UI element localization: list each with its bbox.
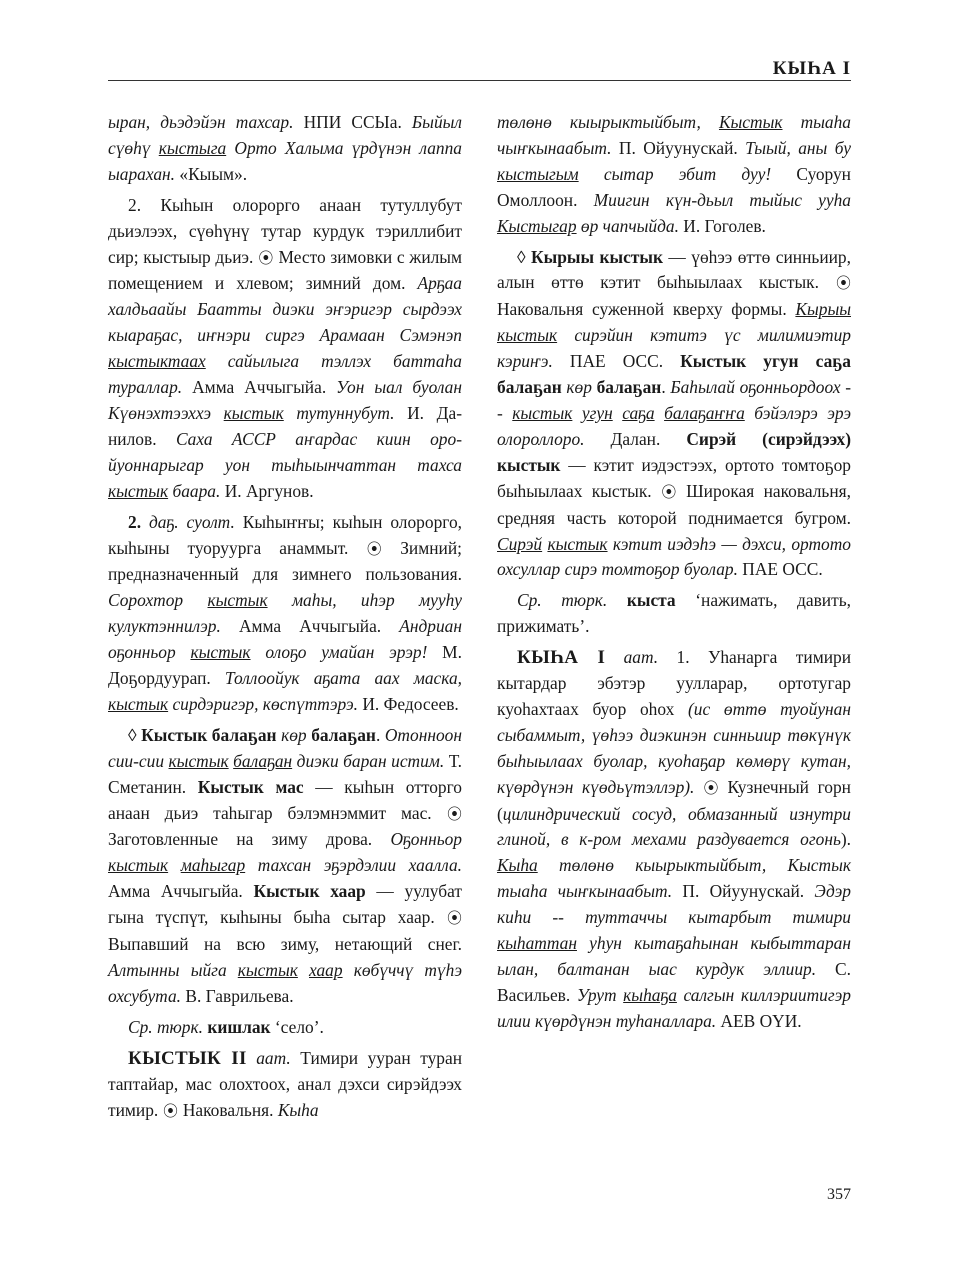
- target-icon: ⦿: [651, 482, 687, 501]
- underlined-headword: кыстык: [108, 693, 169, 714]
- text-span: М. Доҕордуурап.: [108, 642, 462, 689]
- underlined-headword: Кыһа: [497, 855, 538, 876]
- text-span: И. Гоголев.: [678, 215, 766, 236]
- underlined-headword: кыстык: [237, 960, 298, 980]
- right-paragraph-3: [497, 588, 851, 640]
- text-span: ‘село’.: [270, 1016, 324, 1037]
- text-span: Эдэр киһи -- туттаччы кытарбыт тимири: [497, 881, 851, 928]
- right-column: [497, 110, 851, 1040]
- right-paragraph-1: [497, 110, 851, 240]
- underlined-headword: кыстык: [223, 402, 284, 423]
- underlined-headword: кыстык: [547, 533, 608, 554]
- text-span: НПИ ССЫа.: [293, 112, 412, 132]
- text-span: И. Данилов.: [108, 402, 462, 449]
- text-span: Алтынны ыйга: [108, 960, 238, 980]
- underlined-headword: угун: [581, 402, 613, 423]
- text-span: [613, 403, 622, 423]
- entry-headword: КЫСТЫК II: [128, 1047, 247, 1069]
- text-span: Отонноон сии-сии: [108, 724, 462, 771]
- text-span: кэтит иэдэһэ — дэхси, ортото охсуллар сирэ томтоҕор буолар.: [497, 533, 851, 580]
- text-span: 1. Уһанарга тимири кытардар эбэтэр уулларар, ортотугар куоһахтаах буор оһох: [497, 647, 852, 719]
- text-span: — кэтит иэдэстээх, ортото томтоҕор быһыылаах кыстык.: [497, 454, 851, 501]
- underlined-headword: кыстык: [512, 402, 573, 423]
- text-span: ПАЕ ОСС.: [552, 351, 681, 372]
- text-span: [298, 960, 309, 980]
- text-span: даҕ. суолт.: [141, 511, 235, 532]
- underlined-headword: Кырыы: [795, 299, 851, 320]
- left-paragraph-1: [108, 110, 462, 188]
- text-span: өр чапчыйда.: [576, 215, 679, 236]
- text-span: Урут: [576, 984, 624, 1005]
- entry-headword: КЫҺА I: [517, 647, 606, 669]
- target-icon: ⦿: [818, 274, 851, 293]
- text-span: Тимири ууран туран таптайар, мас олохтоох, анал дэхси сирэйдээх тимир.: [108, 1047, 463, 1120]
- text-span: Орто Халыма үрдүнэн лаппа ыарахан.: [108, 137, 462, 184]
- text-span: ыран, дьэдэйэн тахсар.: [108, 112, 294, 132]
- text-span: Наковальня суженной кверху формы.: [497, 299, 787, 320]
- text-span: Андриан оҕонньор: [108, 616, 462, 663]
- target-icon: ⦿: [431, 804, 462, 823]
- text-span: көр: [561, 377, 597, 398]
- text-span: В. Гаврильева.: [181, 985, 294, 1006]
- right-paragraph-2: [497, 245, 851, 584]
- underlined-headword: кыһаҕа: [623, 984, 677, 1005]
- underlined-headword: Сирэй: [497, 533, 543, 554]
- text-span: Толлоойук аҕата аах маска,: [224, 668, 462, 689]
- text-span: аат.: [605, 647, 659, 668]
- text-span: — уулубат гына түспүт, кыһыны быһа сытар хаар.: [108, 881, 462, 928]
- text-span: тутуннубут.: [283, 402, 395, 423]
- text-span: Миигин күн-дьыл тыйыс ууһа: [593, 189, 851, 210]
- text-span: Кыһа: [273, 1099, 319, 1120]
- text-span: төлөнө кыырыктыйбыт,: [497, 112, 719, 132]
- text-span: сайылыга тэллэх баттаһа тураллар.: [108, 351, 462, 398]
- underlined-headword: кыстык: [497, 325, 558, 346]
- target-icon: ⦿: [158, 1101, 183, 1120]
- left-paragraph-2: [108, 193, 462, 505]
- text-span: уһун кытаҕаһынан кыбыттаран ылан, балтанан ыас курдук эллиир.: [497, 933, 851, 979]
- text-span: Суорун Омоллоон.: [497, 163, 851, 210]
- text-span: салгын киллэриитигэр илии күөрдүнэн туһаналлара.: [497, 984, 851, 1031]
- text-span: диэки баран истим.: [292, 750, 445, 771]
- text-span: Амма Аччыгыйа.: [220, 616, 400, 637]
- underlined-headword: хаар: [309, 960, 343, 980]
- sense-number: 2.: [128, 511, 142, 532]
- text-span: Широкая наковальня, средняя часть которой поднимается бугром.: [497, 480, 851, 528]
- text-span: «Кыым».: [175, 163, 248, 184]
- underlined-headword: кыстыга: [158, 137, 227, 158]
- page-number: 357: [827, 1186, 851, 1203]
- phrase-headword: балаҕан: [311, 724, 376, 745]
- text-span: аат.: [246, 1047, 291, 1068]
- text-span: .: [375, 724, 385, 745]
- underlined-headword: Кыстык: [718, 112, 783, 132]
- header-rule: [108, 80, 851, 81]
- text-span: Арҕаа халдьаайы Баатты диэки эҥэригэр сырдээх кыараҕас, иҥнэри сиргэ Арамаан Сэмэнэп: [108, 273, 462, 346]
- underlined-headword: кыһаттан: [497, 933, 577, 954]
- text-span: сирэйин кэтитэ үс милимиэтир кэриҥэ.: [497, 325, 851, 372]
- text-span: Кыһыҥҥы; кыһын олорорго, кыһыны туоруурга анаммыт.: [108, 511, 463, 558]
- text-span: көр: [276, 724, 312, 745]
- text-span: ).: [840, 829, 851, 850]
- text-span: Баһылай оҕонньордоох --: [497, 377, 851, 423]
- underlined-headword: кыстыктаах: [108, 351, 206, 372]
- phrase-headword: Кырыы кыстык: [531, 246, 663, 267]
- left-paragraph-3: [108, 510, 462, 718]
- text-span: төлөнө кыырыктыйбыт, Кыстык тыаһа чыҥкынаабыт.: [497, 855, 851, 902]
- text-span: Наковальня.: [182, 1099, 274, 1120]
- underlined-headword: кыстык: [108, 480, 169, 501]
- underlined-headword: кыстык: [190, 642, 251, 663]
- text-span: Оҕонньор: [372, 829, 462, 850]
- target-icon: ⦿: [348, 539, 401, 558]
- text-span: 2. Кыһын олорорго анаан тутуллубут дьиэлээх, сүөһүнү тутар курдук тэриллибит сир; кыстыыр дьиэ.: [108, 194, 462, 267]
- text-span: Далан.: [584, 428, 687, 449]
- etymon: кыста: [626, 590, 676, 611]
- etymon: кишлак: [207, 1016, 271, 1037]
- text-span: Выпавший на всю зиму, нетающий снег.: [108, 934, 462, 955]
- target-icon: ⦿: [434, 909, 462, 928]
- underlined-headword: кыстык: [207, 590, 268, 611]
- text-span: Заготовленные на зиму дрова.: [108, 829, 373, 850]
- underlined-headword: балаҕан: [233, 750, 293, 771]
- text-span: Ср. тюрк.: [517, 590, 627, 611]
- underlined-headword: балаҕаҥҥа: [664, 402, 745, 423]
- text-span: П. Ойуунускай.: [672, 881, 815, 902]
- text-span: И. Федосеев.: [358, 693, 459, 714]
- text-span: [572, 403, 581, 423]
- underlined-headword: кыстык: [168, 750, 229, 771]
- text-span: Амма Аччыгыйа.: [108, 881, 254, 902]
- text-span: Тыый, аны бу: [745, 137, 851, 158]
- text-span: Ср. тюрк.: [128, 1016, 208, 1037]
- text-span: ‘нажимать, давить, прижимать’.: [497, 590, 851, 637]
- text-span: бэйэлэрэ эрэ олороллоро.: [497, 402, 852, 449]
- underlined-headword: кыстыгым: [497, 163, 579, 184]
- text-span: .: [661, 377, 671, 398]
- text-span: [168, 855, 181, 875]
- text-span: ПАЕ ОСС.: [737, 559, 823, 580]
- text-span: Зимний; предназначенный для зимнего пользования.: [108, 537, 462, 585]
- text-span: П. Ойуунускай.: [611, 137, 746, 158]
- diamond-icon: ◊: [517, 246, 532, 267]
- left-paragraph-5: [108, 1015, 462, 1041]
- left-column: [108, 110, 462, 1129]
- underlined-headword: маһыгар: [180, 855, 246, 876]
- phrase-headword: Кыстык хаар: [253, 881, 366, 902]
- phrase-headword: Сирэй (сирэйдээх) кыстык: [497, 428, 851, 475]
- target-icon: ⦿: [694, 778, 728, 797]
- phrase-headword: Кыстык угун саҕа балаҕан: [497, 351, 851, 398]
- text-span: [655, 403, 664, 423]
- text-span: Место зимовки с жилым помещением и хлевом; зимний дом.: [108, 246, 462, 294]
- text-span: Быйыл сүөһү: [108, 112, 462, 158]
- text-span: көбүччү түһэ охсубута.: [108, 960, 462, 1006]
- left-paragraph-6: [108, 1046, 462, 1125]
- text-span: маһы, иһэр мууһу кулуктэннилэр.: [108, 590, 462, 637]
- text-span: баара.: [168, 480, 221, 501]
- left-paragraph-4: [108, 723, 462, 1010]
- text-span: Сорохтор: [108, 590, 208, 611]
- text-span: Амма Аччыгыйа.: [182, 377, 337, 398]
- text-span: сирдэригэр, көспүттэрэ.: [168, 693, 359, 714]
- text-span: Кузнечный горн (: [497, 776, 851, 824]
- text-span: цилиндрический сосуд, обмазанный изнутри глиной, в к-ром мехами раздувается огонь: [497, 803, 851, 850]
- text-span: олоҕо умайан эрэр!: [250, 642, 428, 663]
- text-span: АЕВ ОҮИ.: [716, 1010, 802, 1031]
- phrase-headword: Кыстык мас: [197, 776, 304, 797]
- text-span: тахсан эҕэрдэлии хаалла.: [245, 855, 462, 876]
- text-span: (ис өттө туойунан сыбаммыт, үөһээ диэкинэн синньиир төкүнүк быһыылаах буолар, куоһаҕар көмөрү кутан, күөрдүнэн күөдьүтэллэр).: [497, 698, 851, 797]
- text-span: И. Аргунов.: [220, 480, 314, 501]
- underlined-headword: Кыстыгар: [497, 215, 577, 236]
- underlined-headword: кыстык: [108, 855, 169, 876]
- right-paragraph-4: [497, 645, 851, 1035]
- text-span: Т. Сметанин.: [108, 750, 462, 797]
- text-span: Саха АССР аҥардас киин оройуоннарыгар уон тыһыынчаттан тахса: [108, 428, 462, 475]
- text-span: С. Васильев.: [497, 959, 851, 1005]
- diamond-icon: ◊: [128, 724, 142, 745]
- text-span: тыаһа чыҥкынаабыт.: [497, 112, 851, 158]
- phrase-headword: Кыстык балаҕан: [141, 724, 277, 745]
- text-span: сытар эбит дуу!: [578, 163, 772, 184]
- text-span: — кыһын отторго анаан дьиэ таһыгар бэлэмнэммит мас.: [108, 776, 462, 823]
- text-span: — үөһээ өттө синньиир, алын өттө кэтит быһыылаах кыстык.: [497, 246, 851, 293]
- running-head: КЫҺА I: [772, 58, 851, 79]
- target-icon: ⦿: [253, 248, 279, 267]
- phrase-headword: балаҕан: [596, 377, 662, 398]
- underlined-headword: саҕа: [622, 402, 655, 423]
- text-span: Уон ыал буолан Күөнэхтээххэ: [108, 377, 463, 423]
